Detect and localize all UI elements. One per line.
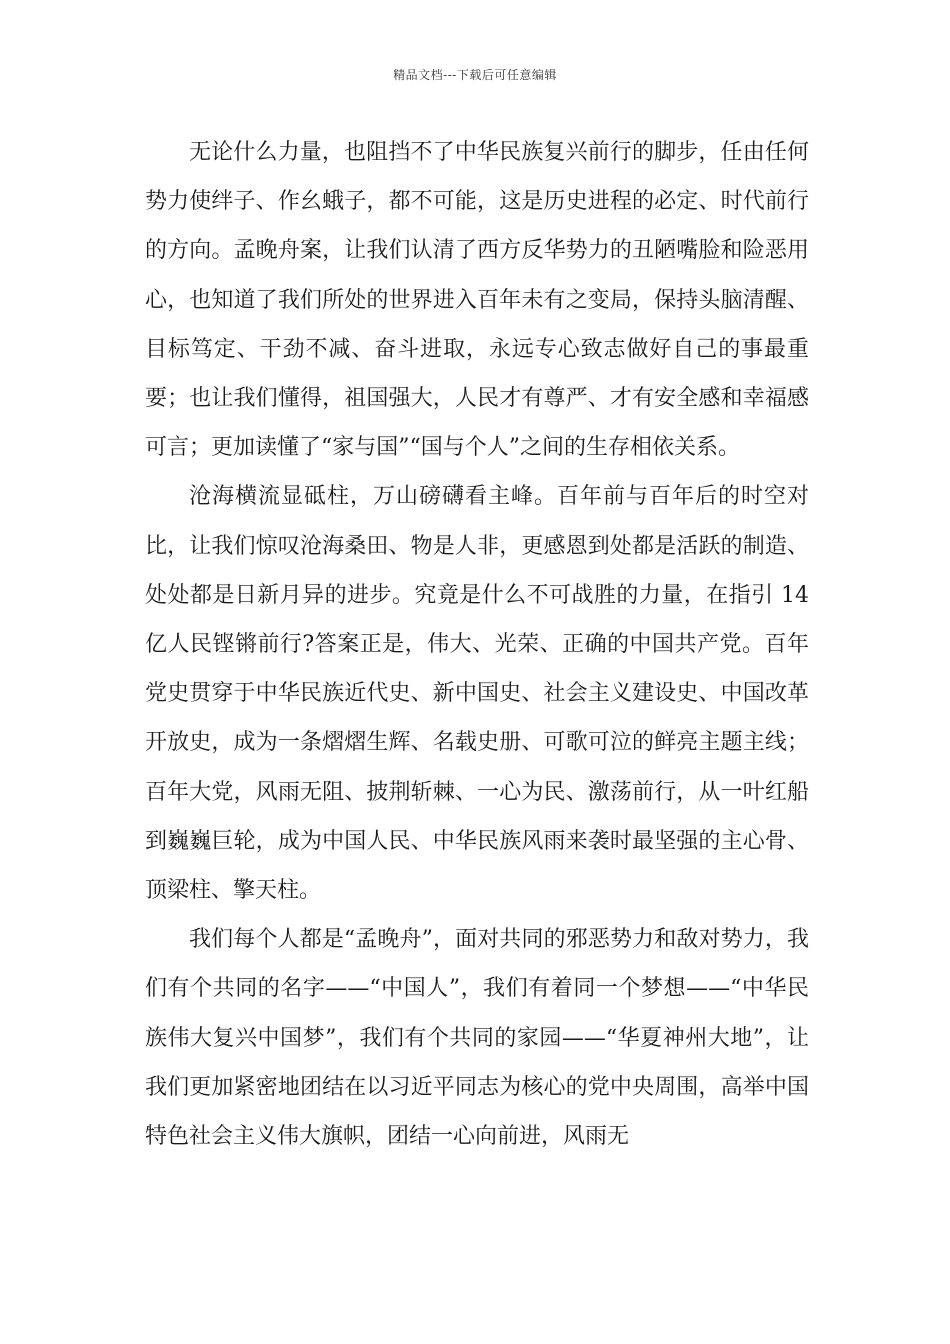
document-body [145,128,809,1161]
paragraph: 沧海横流显砥柱，万山磅礴看主峰。百年前与百年后的时空对比，让我们惊叹沧海桑田、物是人非，更感恩到处都是活跃的制造、处处都是日新月异的进步。究竟是什么不可战胜的力量，在指引 14 亿人民铿锵前行?答案正是，伟大、光荣、正确的中国共产党。百年党史贯穿于中华民族近代史、新中国史、社会主义建设史、中国改革开放史，成为一条熠熠生辉、名载史册、可歌可泣的鲜亮主题主线；百年大党，风雨无阻、披荆斩棘、一心为民、激荡前行，从一叶红船到巍巍巨轮，成为中国人民、中华民族风雨来袭时最坚强的主心骨、顶梁柱、擎天柱。 [145,484,809,904]
page-header: 精品文档---下载后可任意编辑 [393,68,557,82]
paragraph: 我们每个人都是“孟晚舟”，面对共同的邪恶势力和敌对势力，我们有个共同的名字——“中国人”，我们有着同一个梦想——“中华民族伟大复兴中国梦”，我们有个共同的家园——“华夏神州大地”，让我们更加紧密地团结在以习近平同志为核心的党中央周围，高举中国特色社会主义伟大旗帜，团结一心向前进，风雨无 [145,927,809,1150]
paragraph: 无论什么力量，也阻挡不了中华民族复兴前行的脚步，任由任何势力使绊子、作幺蛾子，都不可能，这是历史进程的必定、时代前行的方向。孟晚舟案，让我们认清了西方反华势力的丑陋嘴脸和险恶用心，也知道了我们所处的世界进入百年未有之变局，保持头脑清醒、目标笃定、干劲不减、奋斗进取，永远专心致志做好自己的事最重要；也让我们懂得，祖国强大，人民才有尊严、才有安全感和幸福感可言；更加读懂了“家与国”“国与个人”之间的生存相依关系。 [145,140,809,461]
